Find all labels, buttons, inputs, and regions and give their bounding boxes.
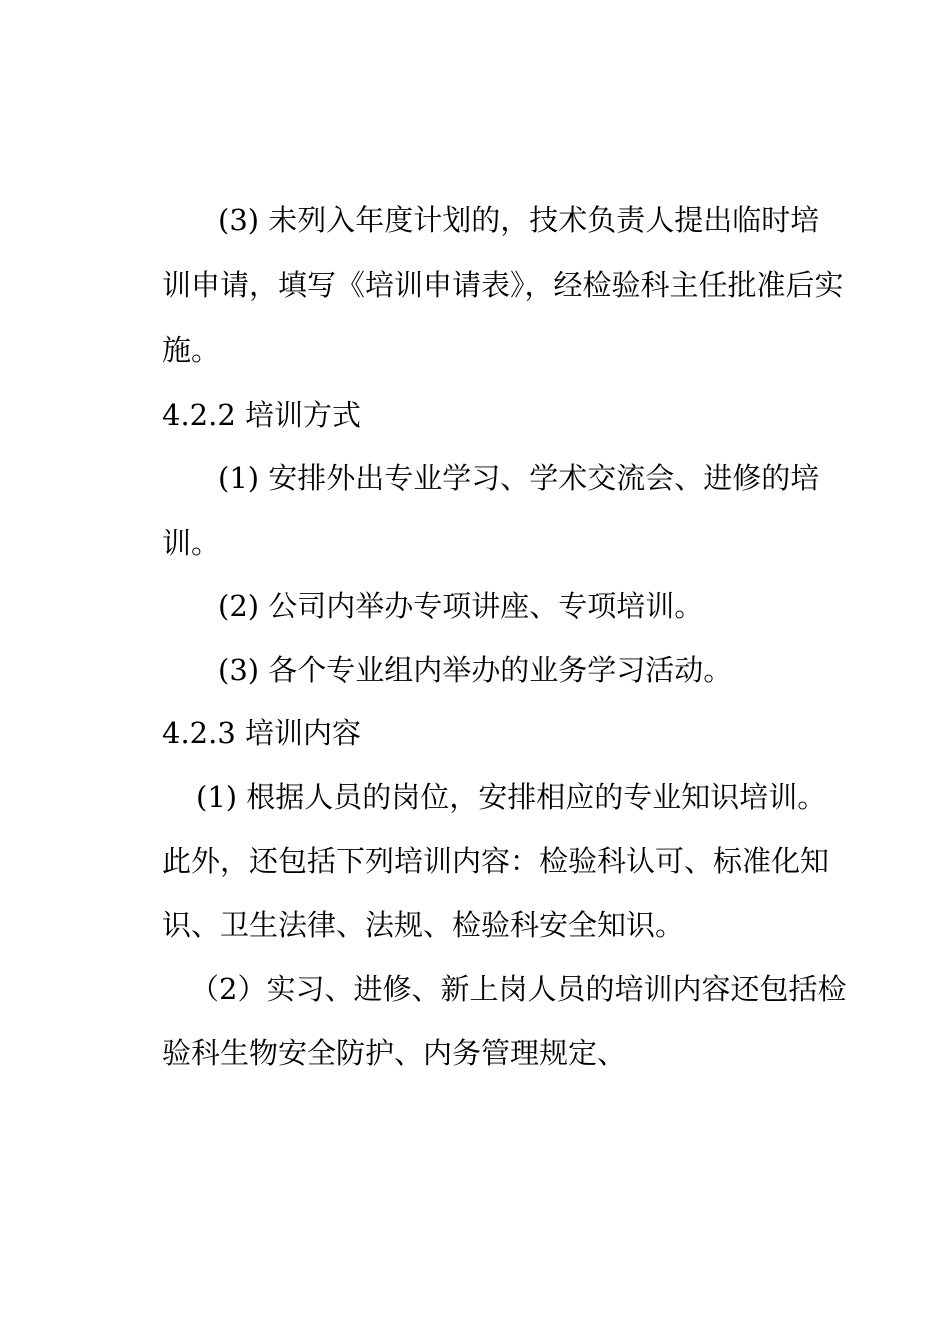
paragraph-line-7: (3) 各个专业组内举办的业务学习活动。 bbox=[218, 653, 733, 687]
paragraph-line-8: (1) 根据人员的岗位，安排相应的专业知识培训。 bbox=[196, 780, 827, 814]
section-heading-4-2-3: 4.2.3 培训内容 bbox=[162, 716, 362, 750]
paragraph-line-2: 训申请，填写《培训申请表》，经检验科主任批准后实 bbox=[162, 268, 844, 302]
paragraph-line-9: 此外，还包括下列培训内容：检验科认可、标准化知 bbox=[162, 844, 830, 878]
paragraph-line-12: 验科生物安全防护、内务管理规定、 bbox=[162, 1036, 627, 1070]
section-heading-4-2-2: 4.2.2 培训方式 bbox=[162, 398, 362, 432]
paragraph-line-10: 识、卫生法律、法规、检验科安全知识。 bbox=[162, 908, 685, 942]
paragraph-line-11: （2）实习、进修、新上岗人员的培训内容还包括检 bbox=[190, 972, 847, 1006]
paragraph-line-5: 训。 bbox=[162, 526, 221, 560]
paragraph-line-6: (2) 公司内举办专项讲座、专项培训。 bbox=[218, 589, 704, 623]
paragraph-line-3: 施。 bbox=[162, 333, 221, 367]
paragraph-line-4: (1) 安排外出专业学习、学术交流会、进修的培 bbox=[218, 461, 820, 495]
paragraph-line-1: (3) 未列入年度计划的，技术负责人提出临时培 bbox=[218, 203, 820, 237]
